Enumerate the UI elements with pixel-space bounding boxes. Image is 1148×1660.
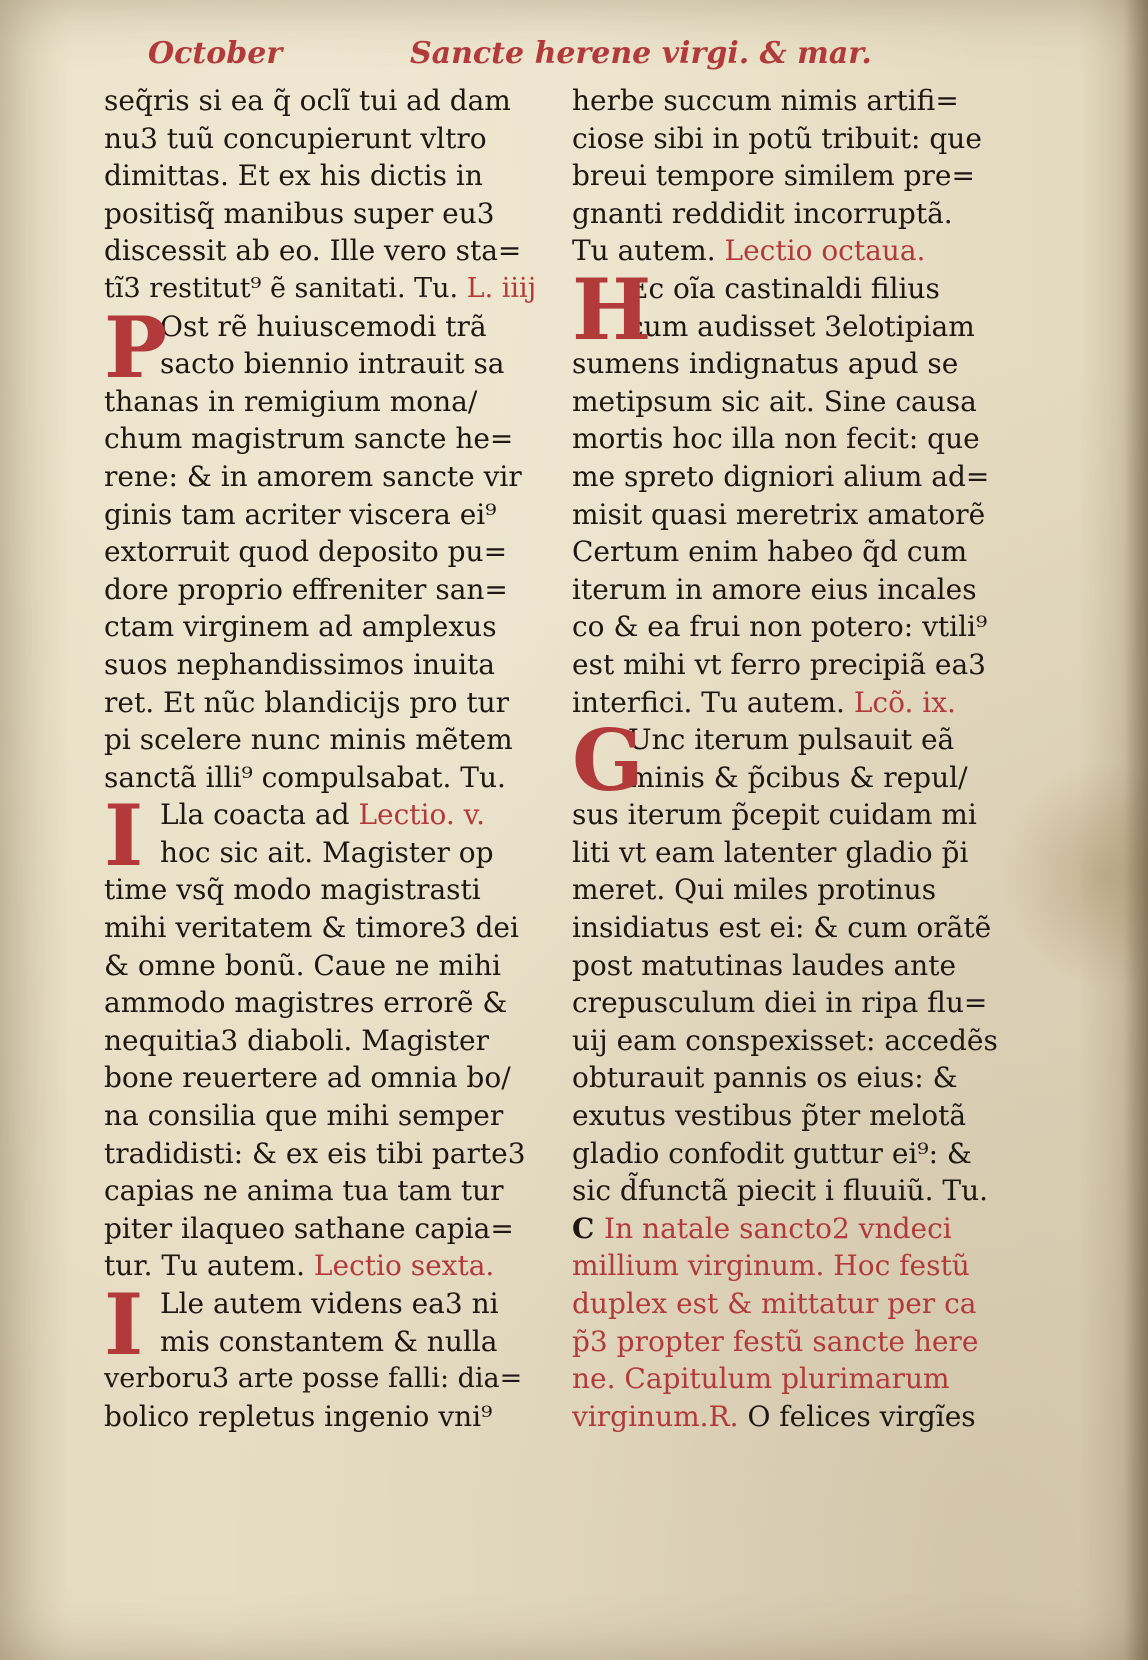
- text-line: [104, 82, 536, 120]
- text-line-content: time vsq̃ modo magistrasti: [104, 873, 481, 907]
- text-line: [572, 533, 1004, 571]
- text-line: [104, 120, 536, 158]
- text-line: [572, 646, 1004, 684]
- text-line-content: verboru3 arte posse falli: dia=: [104, 1363, 523, 1395]
- initial-letter-g: G: [572, 711, 644, 811]
- text-line-content: hoc sic ait. Magister op: [160, 835, 494, 869]
- text-line: [104, 1059, 536, 1097]
- text-line-content: nu3 tuũ concupierunt vltro: [104, 121, 487, 155]
- rubric-line: [572, 1247, 1004, 1285]
- text-line: [104, 195, 536, 233]
- lectio-rubric: Lcõ. ix.: [853, 685, 956, 719]
- text-line-content: rene: & in amorem sancte vir: [104, 459, 522, 493]
- text-line: [572, 608, 1004, 646]
- text-line: [104, 533, 536, 571]
- text-line-content: exutus vestibus p̃ter melotã: [572, 1099, 967, 1133]
- text-line-content: chum magistrum sancte he=: [104, 422, 514, 456]
- text-line-content: cum audisset 3elotipiam: [628, 309, 975, 343]
- text-line: [104, 345, 536, 383]
- text-line: [572, 1059, 1004, 1097]
- text-line-content: ginis tam acriter viscera ei⁹: [104, 497, 497, 531]
- text-line-content: bolico repletus ingenio vni⁹: [104, 1399, 493, 1433]
- text-line-content: dimittas. Et ex his dictis in: [104, 159, 483, 193]
- text-line: [104, 984, 536, 1022]
- text-line: [572, 1097, 1004, 1135]
- text-line-content: ret. Et nũc blandicijs pro tur: [104, 685, 510, 719]
- text-line-content: gnanti reddidit incorruptã.: [572, 196, 953, 230]
- rubric-text: millium virginum. Hoc festũ: [572, 1249, 970, 1283]
- lectio-rubric: Lectio octaua.: [724, 234, 926, 268]
- text-line-content: tĩ3 restitut⁹ ẽ sanitati. Tu.: [104, 272, 459, 304]
- running-header: [148, 36, 1008, 86]
- text-line-content: mihi veritatem & timore3 dei: [104, 911, 519, 945]
- initial-letter-p: P: [104, 297, 168, 397]
- text-line: [104, 909, 536, 947]
- text-line-content: sic d̃functã piecit i fluuiũ. Tu.: [572, 1174, 989, 1208]
- text-line-content: sumens indignatus apud se: [572, 347, 959, 381]
- text-line-content: extorruit quod deposito pu=: [104, 535, 508, 569]
- text-line: [104, 759, 536, 797]
- header-month: October: [148, 36, 283, 71]
- text-line: [572, 420, 1004, 458]
- text-line: [572, 909, 1004, 947]
- rubric-text: virginum.: [572, 1399, 709, 1433]
- initial-letter-i-2: I: [104, 1275, 144, 1374]
- text-line: [572, 157, 1004, 195]
- text-line-content: dore proprio effreniter san=: [104, 572, 508, 606]
- text-line-content: Lle autem videns ea3 ni: [160, 1287, 499, 1320]
- text-line: [104, 496, 536, 534]
- rubric-line: [572, 1285, 1004, 1323]
- text-line: [104, 721, 536, 759]
- text-line: [104, 646, 536, 684]
- text-line: [572, 1135, 1004, 1173]
- text-line-content: insidiatus est ei: & cum orãtẽ: [572, 911, 992, 945]
- text-line-content: interfici. Tu autem.: [572, 685, 845, 719]
- rubric-line: [572, 1210, 1004, 1248]
- text-line: [572, 834, 1004, 872]
- responsory-text: O felices virgĩes: [747, 1399, 976, 1433]
- text-line: [572, 496, 1004, 534]
- text-line: [572, 383, 1004, 421]
- lectio-rubric: L. iiij: [466, 272, 536, 304]
- text-line-content: post matutinas laudes ante: [572, 948, 957, 982]
- text-line-content: sus iterum p̃cepit cuidam mi: [572, 798, 977, 832]
- text-line: [104, 1097, 536, 1135]
- rubric-line: [572, 1360, 1004, 1398]
- text-line-content: bone reuertere ad omnia bo/: [104, 1061, 511, 1095]
- text-line-content: co & ea frui non potero: vtili⁹: [572, 610, 988, 644]
- text-line: [572, 120, 1004, 158]
- text-line-content: Tu autem.: [572, 234, 716, 268]
- text-line-content: uij eam conspexisset: accedẽs: [572, 1023, 998, 1057]
- text-line-content: thanas in remigium mona/: [104, 384, 478, 418]
- text-line: [572, 984, 1004, 1022]
- text-line-content: na consilia que mihi semper: [104, 1099, 504, 1133]
- text-line-content: herbe succum nimis artifi=: [572, 84, 959, 117]
- text-line-content: tur. Tu autem.: [104, 1249, 306, 1283]
- text-line-content: est mihi vt ferro precipiã ea3: [572, 647, 986, 681]
- text-line: [572, 1022, 1004, 1060]
- text-line-content: breui tempore similem pre=: [572, 159, 975, 193]
- text-line: [104, 383, 536, 421]
- text-line: [572, 571, 1004, 609]
- text-line-content: ctam virginem ad amplexus: [104, 610, 497, 644]
- text-line: [572, 1172, 1004, 1210]
- text-line: [104, 871, 536, 909]
- text-line: [104, 420, 536, 458]
- text-line: [104, 947, 536, 985]
- text-line: [572, 82, 1004, 120]
- text-line: [104, 157, 536, 195]
- text-line-content: sanctã illi⁹ compulsabat. Tu.: [104, 760, 506, 794]
- text-line: [104, 1210, 536, 1248]
- text-line: [104, 834, 536, 872]
- text-line-content: piter ilaqueo sathane capia=: [104, 1211, 514, 1245]
- rubric-text: ne. Capitulum plurimarum: [572, 1362, 950, 1396]
- text-line: [572, 947, 1004, 985]
- text-line: [104, 571, 536, 609]
- gutter-shadow: [1124, 0, 1148, 1660]
- lectio-rubric: Lectio. v.: [358, 798, 486, 832]
- initial-letter-i: I: [104, 786, 144, 886]
- rubric-line: [572, 1398, 1004, 1436]
- text-line-content: Ost rẽ huiuscemodi trã: [160, 309, 487, 343]
- text-line-content: suos nephandissimos inuita: [104, 647, 495, 681]
- rubric-text: In natale sancto2 vndeci: [604, 1211, 952, 1245]
- rubric-text: p̃3 propter festũ sancte here: [572, 1324, 979, 1358]
- text-line-content: seq̃ris si ea q̃ oclĩ tui ad dam: [104, 84, 511, 117]
- responsory-mark: R.: [708, 1399, 748, 1433]
- text-line: [104, 1135, 536, 1173]
- text-line: [104, 608, 536, 646]
- text-line: [104, 232, 536, 270]
- text-line-content: mis constantem & nulla: [160, 1324, 498, 1358]
- text-line: [104, 684, 536, 722]
- text-line-content: capias ne anima tua tam tur: [104, 1174, 504, 1208]
- text-line: [104, 1247, 536, 1285]
- rubric-line: [572, 1323, 1004, 1361]
- text-line: [572, 458, 1004, 496]
- lectio-rubric: Lectio sexta.: [313, 1249, 495, 1283]
- text-line: [104, 458, 536, 496]
- paragraph-mark: C: [572, 1211, 605, 1245]
- text-line-content: minis & p̃cibus & repul/: [628, 760, 968, 794]
- initial-letter-h: H: [572, 259, 652, 359]
- text-line: [572, 871, 1004, 909]
- text-line-content: liti vt eam latenter gladio p̃i: [572, 835, 969, 869]
- text-line-content: misit quasi meretrix amatorẽ: [572, 497, 986, 531]
- text-line-content: ammodo magistres errorẽ &: [104, 986, 508, 1020]
- text-line-content: pi scelere nunc minis mẽtem: [104, 723, 513, 757]
- text-line: [104, 1172, 536, 1210]
- header-feast: Sancte herene virgi. & mar.: [410, 36, 872, 71]
- text-line: [104, 270, 536, 308]
- text-line-content: crepusculum diei in ripa flu=: [572, 986, 988, 1020]
- text-line: [104, 1398, 536, 1436]
- text-line-content: nequitia3 diaboli. Magister: [104, 1023, 490, 1057]
- text-line: [104, 1285, 536, 1323]
- text-line-content: & omne bonũ. Caue ne mihi: [104, 948, 502, 982]
- text-line-content: ciose sibi in potũ tribuit: que: [572, 121, 982, 155]
- text-line-content: discessit ab eo. Ille vero sta=: [104, 234, 522, 268]
- rubric-text: duplex est & mittatur per ca: [572, 1287, 977, 1320]
- text-line-content: sacto biennio intrauit sa: [160, 347, 505, 381]
- left-column: [104, 82, 536, 1435]
- text-line-content: metipsum sic ait. Sine causa: [572, 384, 977, 418]
- text-line-content: positisq̃ manibus super eu3: [104, 196, 495, 230]
- text-line-content: gladio confodit guttur ei⁹: &: [572, 1136, 972, 1170]
- text-line-content: mortis hoc illa non fecit: que: [572, 422, 980, 456]
- text-line-content: me spreto digniori alium ad=: [572, 459, 990, 493]
- text-line: [104, 1360, 536, 1398]
- text-line: Lla coacta ad Lectio. v.: [160, 798, 486, 832]
- text-line: [572, 195, 1004, 233]
- text-line-content: tradidisti: & ex eis tibi parte3: [104, 1136, 526, 1170]
- text-line-content: obturauit pannis os eius: &: [572, 1061, 958, 1095]
- text-line-content: meret. Qui miles protinus: [572, 873, 937, 907]
- text-line: [104, 308, 536, 346]
- text-line-content: Unc iterum pulsauit eã: [628, 723, 955, 757]
- text-line: [104, 1323, 536, 1361]
- text-line-content: iterum in amore eius incales: [572, 572, 977, 606]
- text-line: [104, 1022, 536, 1060]
- text-line-content: Certum enim habeo q̃d cum: [572, 535, 968, 569]
- text-line-content: Ec oĩa castinaldi filius: [628, 271, 940, 305]
- right-column: [572, 82, 1004, 1435]
